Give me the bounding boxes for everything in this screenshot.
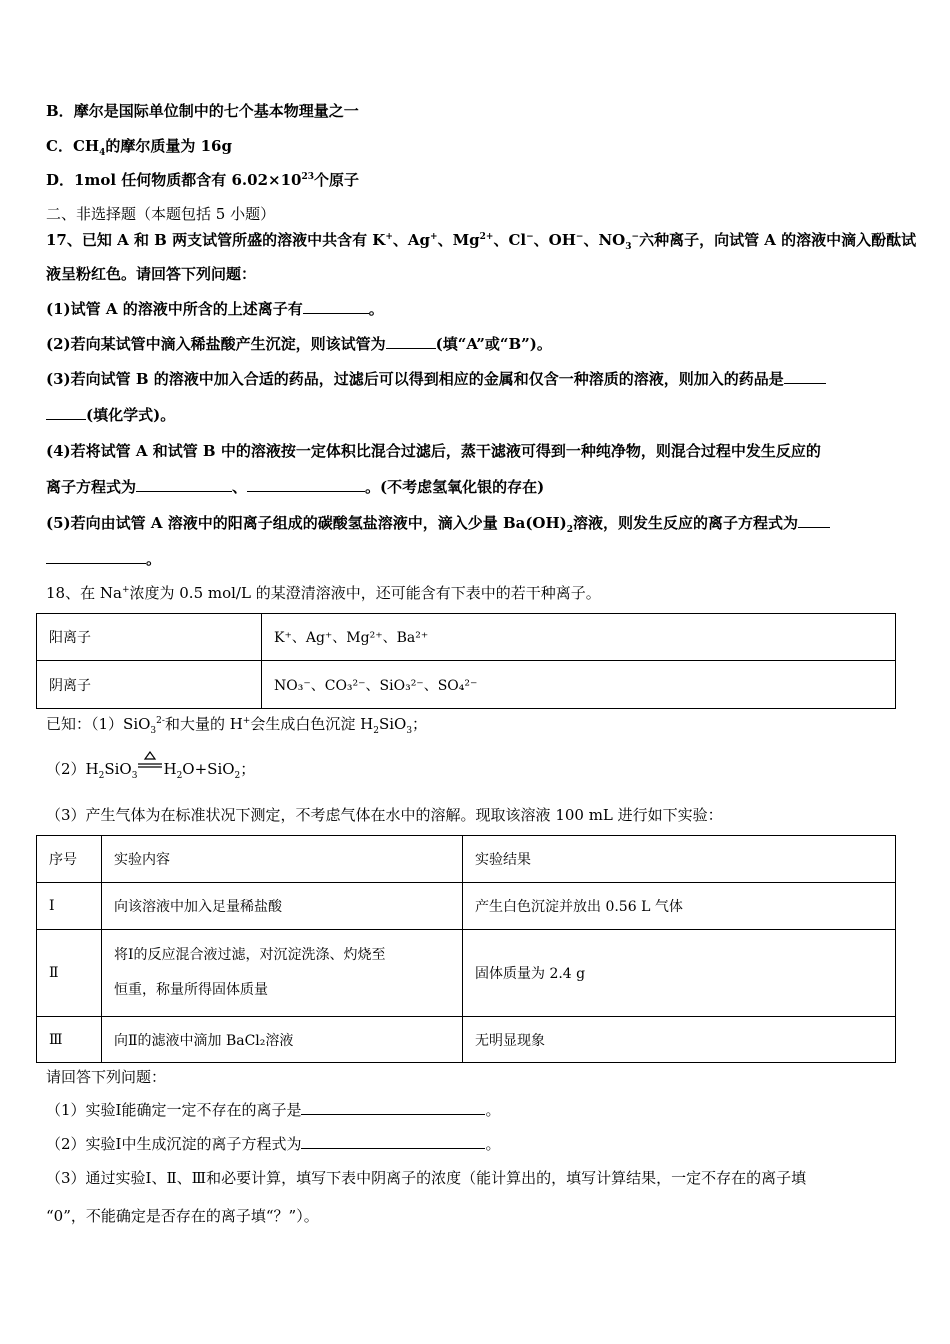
section-title: 二、非选择题（本题包括 5 小题） bbox=[46, 205, 276, 223]
cation-list: K⁺、Ag⁺、Mg²⁺、Ba²⁺ bbox=[262, 614, 896, 661]
option-b: B．摩尔是国际单位制中的七个基本物理量之一 bbox=[46, 102, 359, 120]
q17-line1: 17、已知 A 和 B 两支试管所盛的溶液中共含有 K+、Ag+、$Mg^{2+}$、Cl−、OH−、$NO_3^-$六种离子，向试管 A 的溶液中滴入酚酞试 bbox=[46, 231, 917, 252]
q17-part5-line1: (5)若向由试管 A 溶液中的阳离子组成的碳酸氢盐溶液中，滴入少量 $Ba(OH)_2$溶液，则发生反应的离子方程式为 bbox=[46, 512, 830, 534]
ion-table bbox=[36, 613, 896, 709]
answer-blank[interactable] bbox=[784, 369, 826, 384]
known-1: 已知：（1）SiO$_3^{2-}$和大量的 H+会生成白色沉淀 $H_2SiO_3$； bbox=[46, 715, 428, 736]
known-2: $(2)H_2SiO_3$ $H_2O+SiO_2$； bbox=[46, 758, 255, 780]
anion-list: NO₃⁻、CO₃²⁻、SiO₃²⁻、SO₄²⁻ bbox=[262, 661, 896, 709]
cation-label: 阳离子 bbox=[37, 614, 262, 661]
table-row bbox=[37, 661, 896, 709]
q18-part3-line2: “0”，不能确定是否存在的离子填“？”）。 bbox=[46, 1207, 319, 1225]
row-result: 无明显现象 bbox=[463, 1017, 896, 1063]
answer-blank[interactable] bbox=[386, 334, 436, 349]
q18-part3-line1: （3）通过实验Ⅰ、Ⅱ、Ⅲ和必要计算，填写下表中阴离子的浓度（能计算出的，填写计算结果，一定不存在的离子填 bbox=[46, 1169, 807, 1187]
known-3: （3）产生气体为在标准状况下测定，不考虑气体在水中的溶解。现取该溶液 100 mL 进行如下实验： bbox=[46, 806, 723, 824]
answer-blank[interactable] bbox=[301, 1100, 485, 1115]
table-header bbox=[37, 836, 896, 883]
answer-blank[interactable] bbox=[303, 299, 369, 314]
row-no: Ⅰ bbox=[37, 883, 102, 930]
q17-part3-line1: (3)若向试管 B 的溶液中加入合适的药品，过滤后可以得到相应的金属和仅含一种溶质的溶液，则加入的药品是 bbox=[46, 368, 826, 390]
q17-line2: 液呈粉红色。请回答下列问题： bbox=[46, 265, 257, 283]
row-no: Ⅲ bbox=[37, 1017, 102, 1063]
table-row bbox=[37, 883, 896, 930]
option-c: C．$CH_4$的摩尔质量为 16g bbox=[46, 137, 232, 158]
q17-part1: (1)试管 A 的溶液中所含的上述离子有 。 bbox=[46, 300, 384, 318]
heat-equals-icon bbox=[137, 760, 163, 778]
row-content: 将Ⅰ的反应混合液过滤，对沉淀洗涤、灼烧至 恒重，称量所得固体质量 bbox=[102, 930, 463, 1017]
header-content: 实验内容 bbox=[102, 836, 463, 883]
answer-blank[interactable] bbox=[136, 477, 232, 492]
experiment-table bbox=[36, 835, 896, 1063]
q18-part2: （2）实验Ⅰ中生成沉淀的离子方程式为 。 bbox=[46, 1135, 501, 1153]
header-result: 实验结果 bbox=[463, 836, 896, 883]
q17-part2: (2)若向某试管中滴入稀盐酸产生沉淀，则该试管为 (填“A”或“B”)。 bbox=[46, 335, 552, 353]
q17-part5-line2: 。 bbox=[46, 548, 161, 570]
answer-blank[interactable] bbox=[247, 477, 365, 492]
table-row bbox=[37, 614, 896, 661]
answer-blank[interactable] bbox=[301, 1134, 485, 1149]
answer-blank[interactable] bbox=[46, 405, 86, 420]
q17-part4-line1: (4)若将试管 A 和试管 B 中的溶液按一定体积比混合过滤后，蒸干滤液可得到一种纯净物，则混合过程中发生反应的 bbox=[46, 442, 821, 460]
row-content: 向Ⅱ的滤液中滴加 BaCl₂溶液 bbox=[102, 1017, 463, 1063]
table-row bbox=[37, 930, 896, 1017]
ask-line: 请回答下列问题： bbox=[46, 1068, 167, 1086]
row-result: 产生白色沉淀并放出 0.56 L 气体 bbox=[463, 883, 896, 930]
row-no: Ⅱ bbox=[37, 930, 102, 1017]
q18-intro: 18、在 Na+浓度为 0.5 mol/L 的某澄清溶液中，还可能含有下表中的若干种离子。 bbox=[46, 584, 601, 602]
q18-part1: （1）实验Ⅰ能确定一定不存在的离子是 。 bbox=[46, 1101, 501, 1119]
option-d: D．1mol 任何物质都含有 $6.02\times 10^{23}$个原子 bbox=[46, 171, 359, 189]
q17-part3-line2: (填化学式)。 bbox=[46, 404, 175, 426]
q17-part4-line2: 离子方程式为 、 。(不考虑氢氧化银的存在) bbox=[46, 478, 545, 496]
answer-blank[interactable] bbox=[798, 513, 830, 528]
header-no: 序号 bbox=[37, 836, 102, 883]
anion-label: 阴离子 bbox=[37, 661, 262, 709]
row-result: 固体质量为 2.4 g bbox=[463, 930, 896, 1017]
row-content: 向该溶液中加入足量稀盐酸 bbox=[102, 883, 463, 930]
answer-blank[interactable] bbox=[46, 549, 146, 564]
table-row bbox=[37, 1017, 896, 1063]
